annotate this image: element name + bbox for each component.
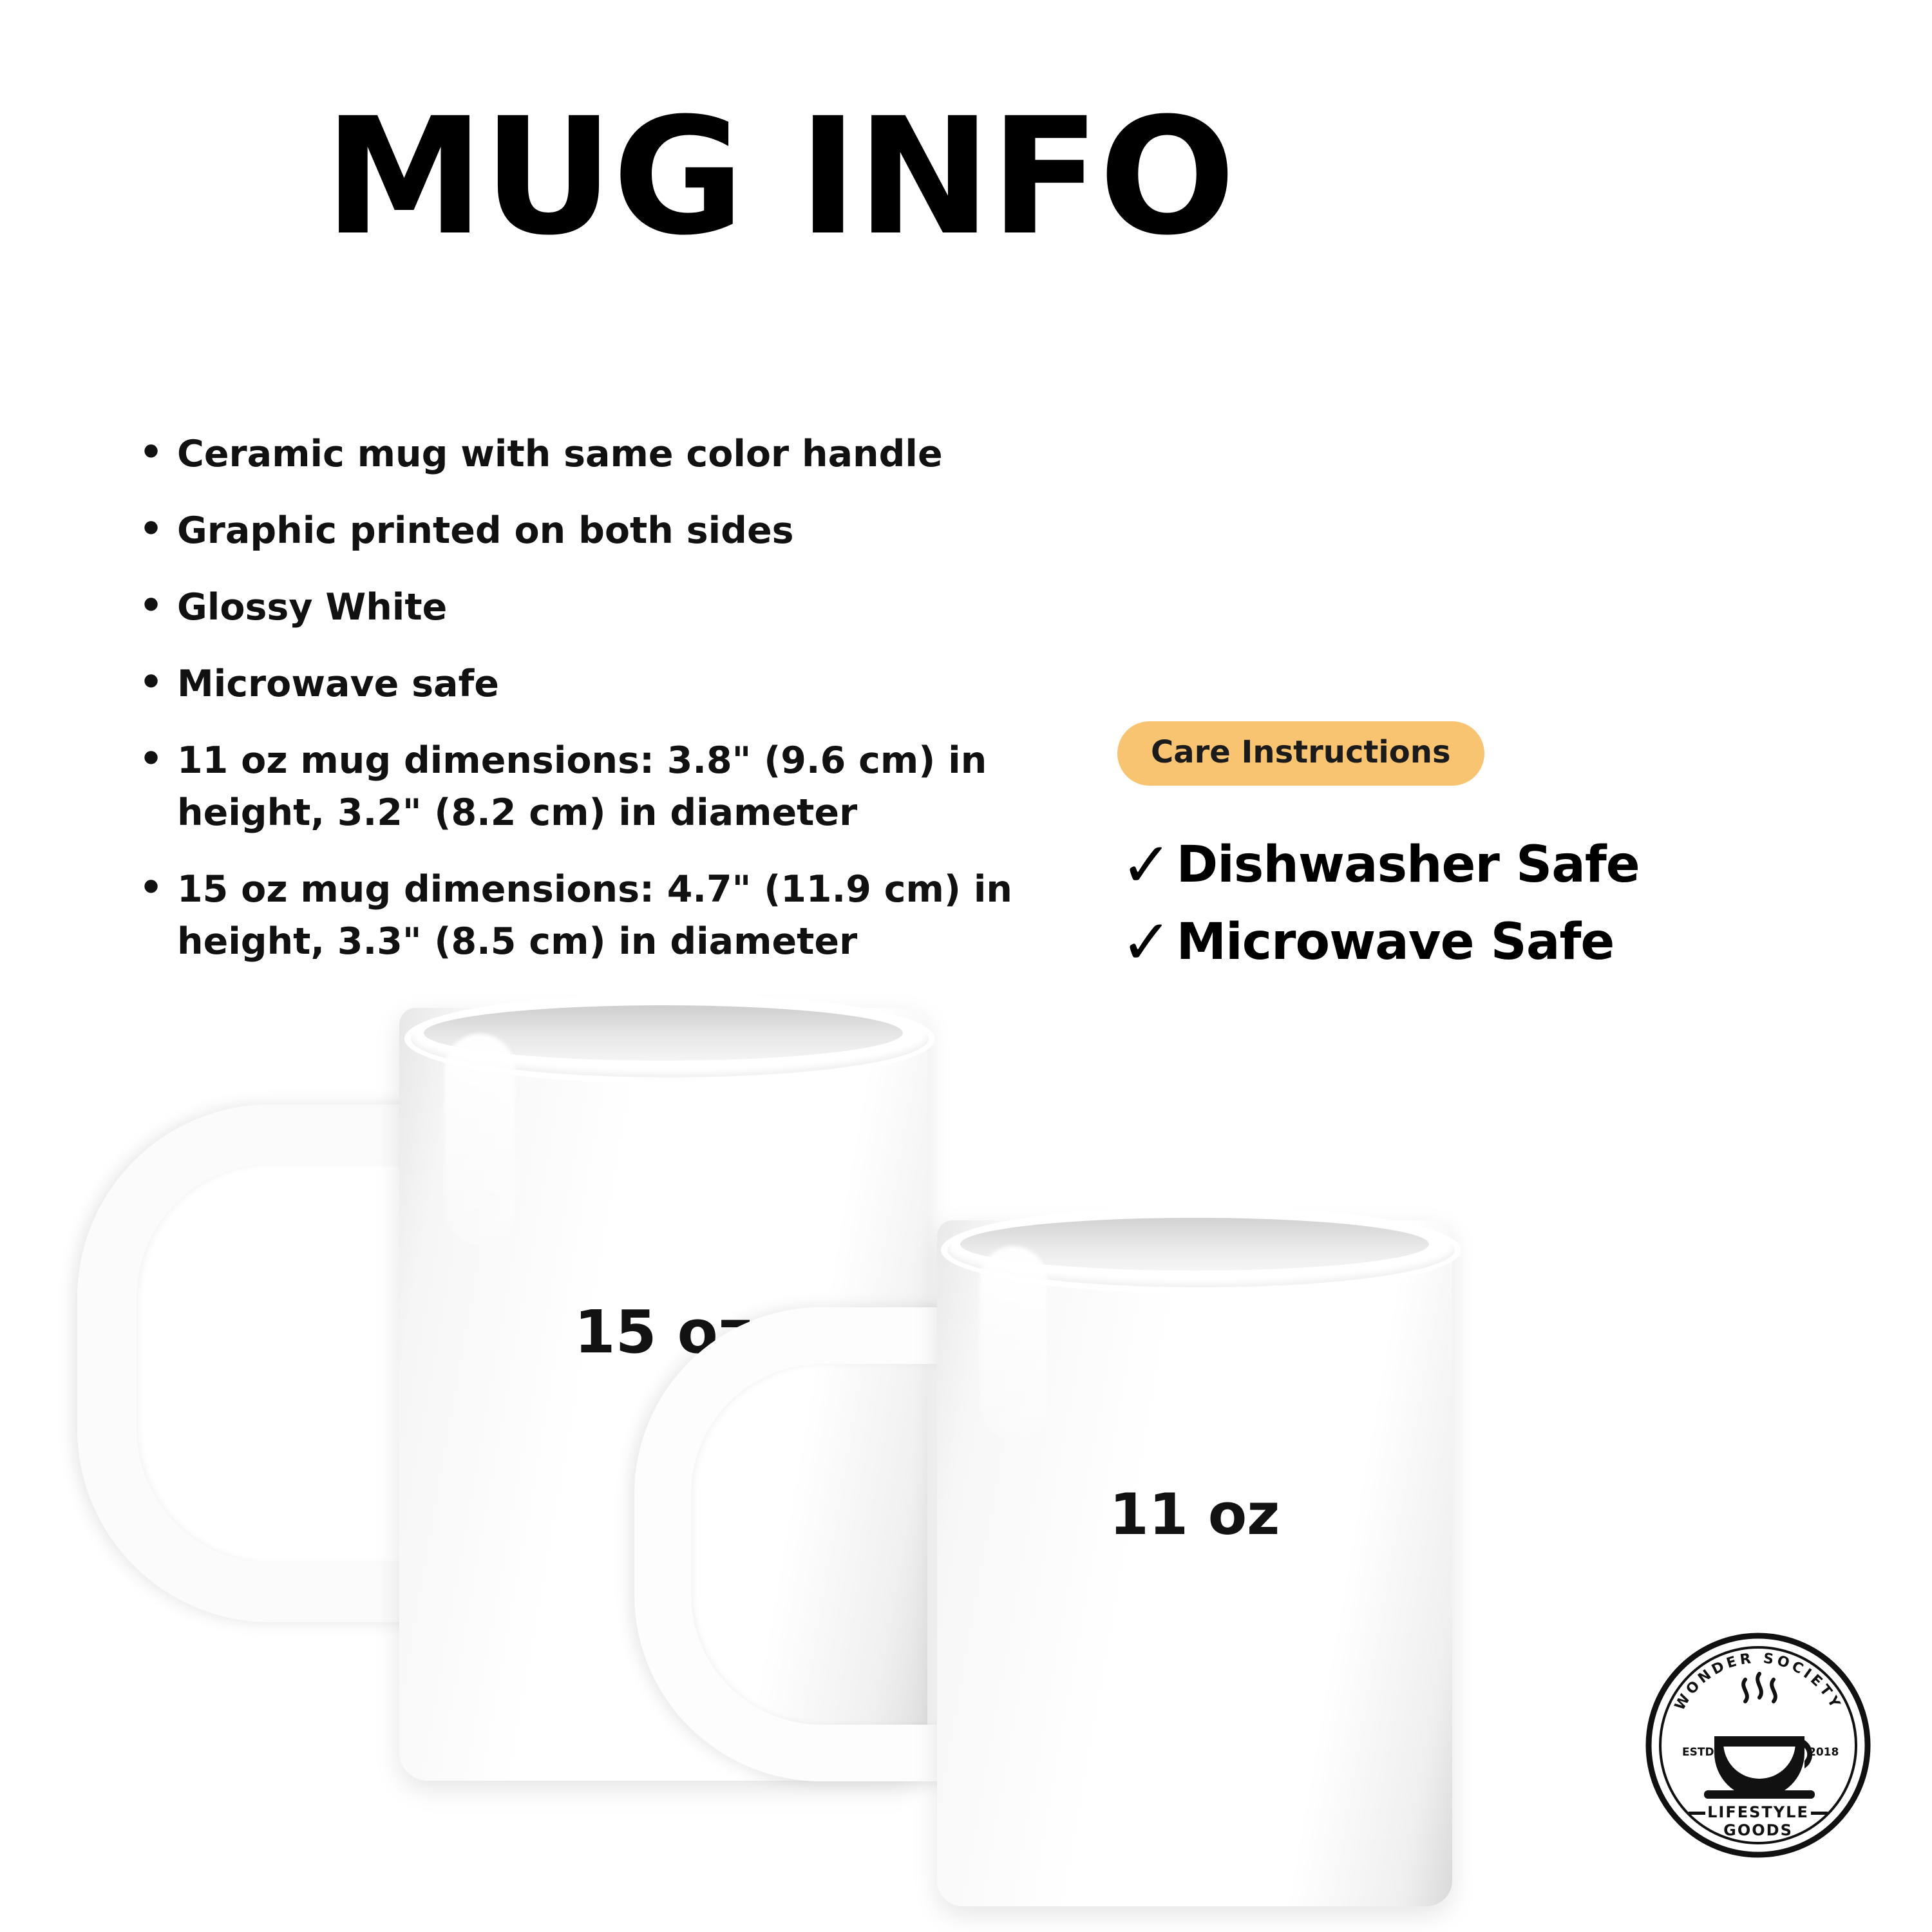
mug-size-label: 11 oz bbox=[1109, 1481, 1280, 1548]
care-item-label: Dishwasher Safe bbox=[1176, 836, 1640, 894]
mug-highlight bbox=[980, 1246, 1047, 1439]
check-icon: ✓ bbox=[1121, 829, 1173, 901]
logo-bottom-line-1: LIFESTYLE bbox=[1707, 1803, 1809, 1821]
list-item: • Microwave safe bbox=[129, 658, 1030, 710]
feature-list bbox=[129, 428, 1030, 992]
check-icon: ✓ bbox=[1121, 906, 1173, 978]
list-item: • Ceramic mug with same color handle bbox=[129, 428, 1030, 480]
list-item: • Glossy White bbox=[129, 582, 1030, 634]
mug-size-label: 15 oz bbox=[574, 1298, 753, 1367]
list-item: • 11 oz mug dimensions: 3.8" (9.6 cm) in height, 3.2" (8.2 cm) in diameter bbox=[129, 735, 1030, 839]
care-item-dishwasher bbox=[1121, 829, 1640, 901]
list-item: • 15 oz mug dimensions: 4.7" (11.9 cm) in height, 3.3" (8.5 cm) in diameter bbox=[129, 864, 1030, 968]
logo-year-text: 2018 bbox=[1808, 1746, 1839, 1759]
logo-estd-text: ESTD bbox=[1682, 1746, 1714, 1759]
care-item-label: Microwave Safe bbox=[1176, 913, 1615, 971]
list-item: • Graphic printed on both sides bbox=[129, 505, 1030, 557]
care-instructions-badge: Care Instructions bbox=[1117, 721, 1484, 786]
logo-top-text: WONDER SOCIETY bbox=[1672, 1650, 1844, 1714]
care-item-microwave bbox=[1121, 906, 1615, 978]
page-title: MUG INFO bbox=[324, 83, 1235, 270]
mug-11oz bbox=[937, 1220, 1452, 1906]
logo-bottom-line-2: GOODS bbox=[1723, 1821, 1793, 1839]
brand-logo bbox=[1642, 1629, 1874, 1861]
mug-highlight bbox=[444, 1034, 515, 1246]
